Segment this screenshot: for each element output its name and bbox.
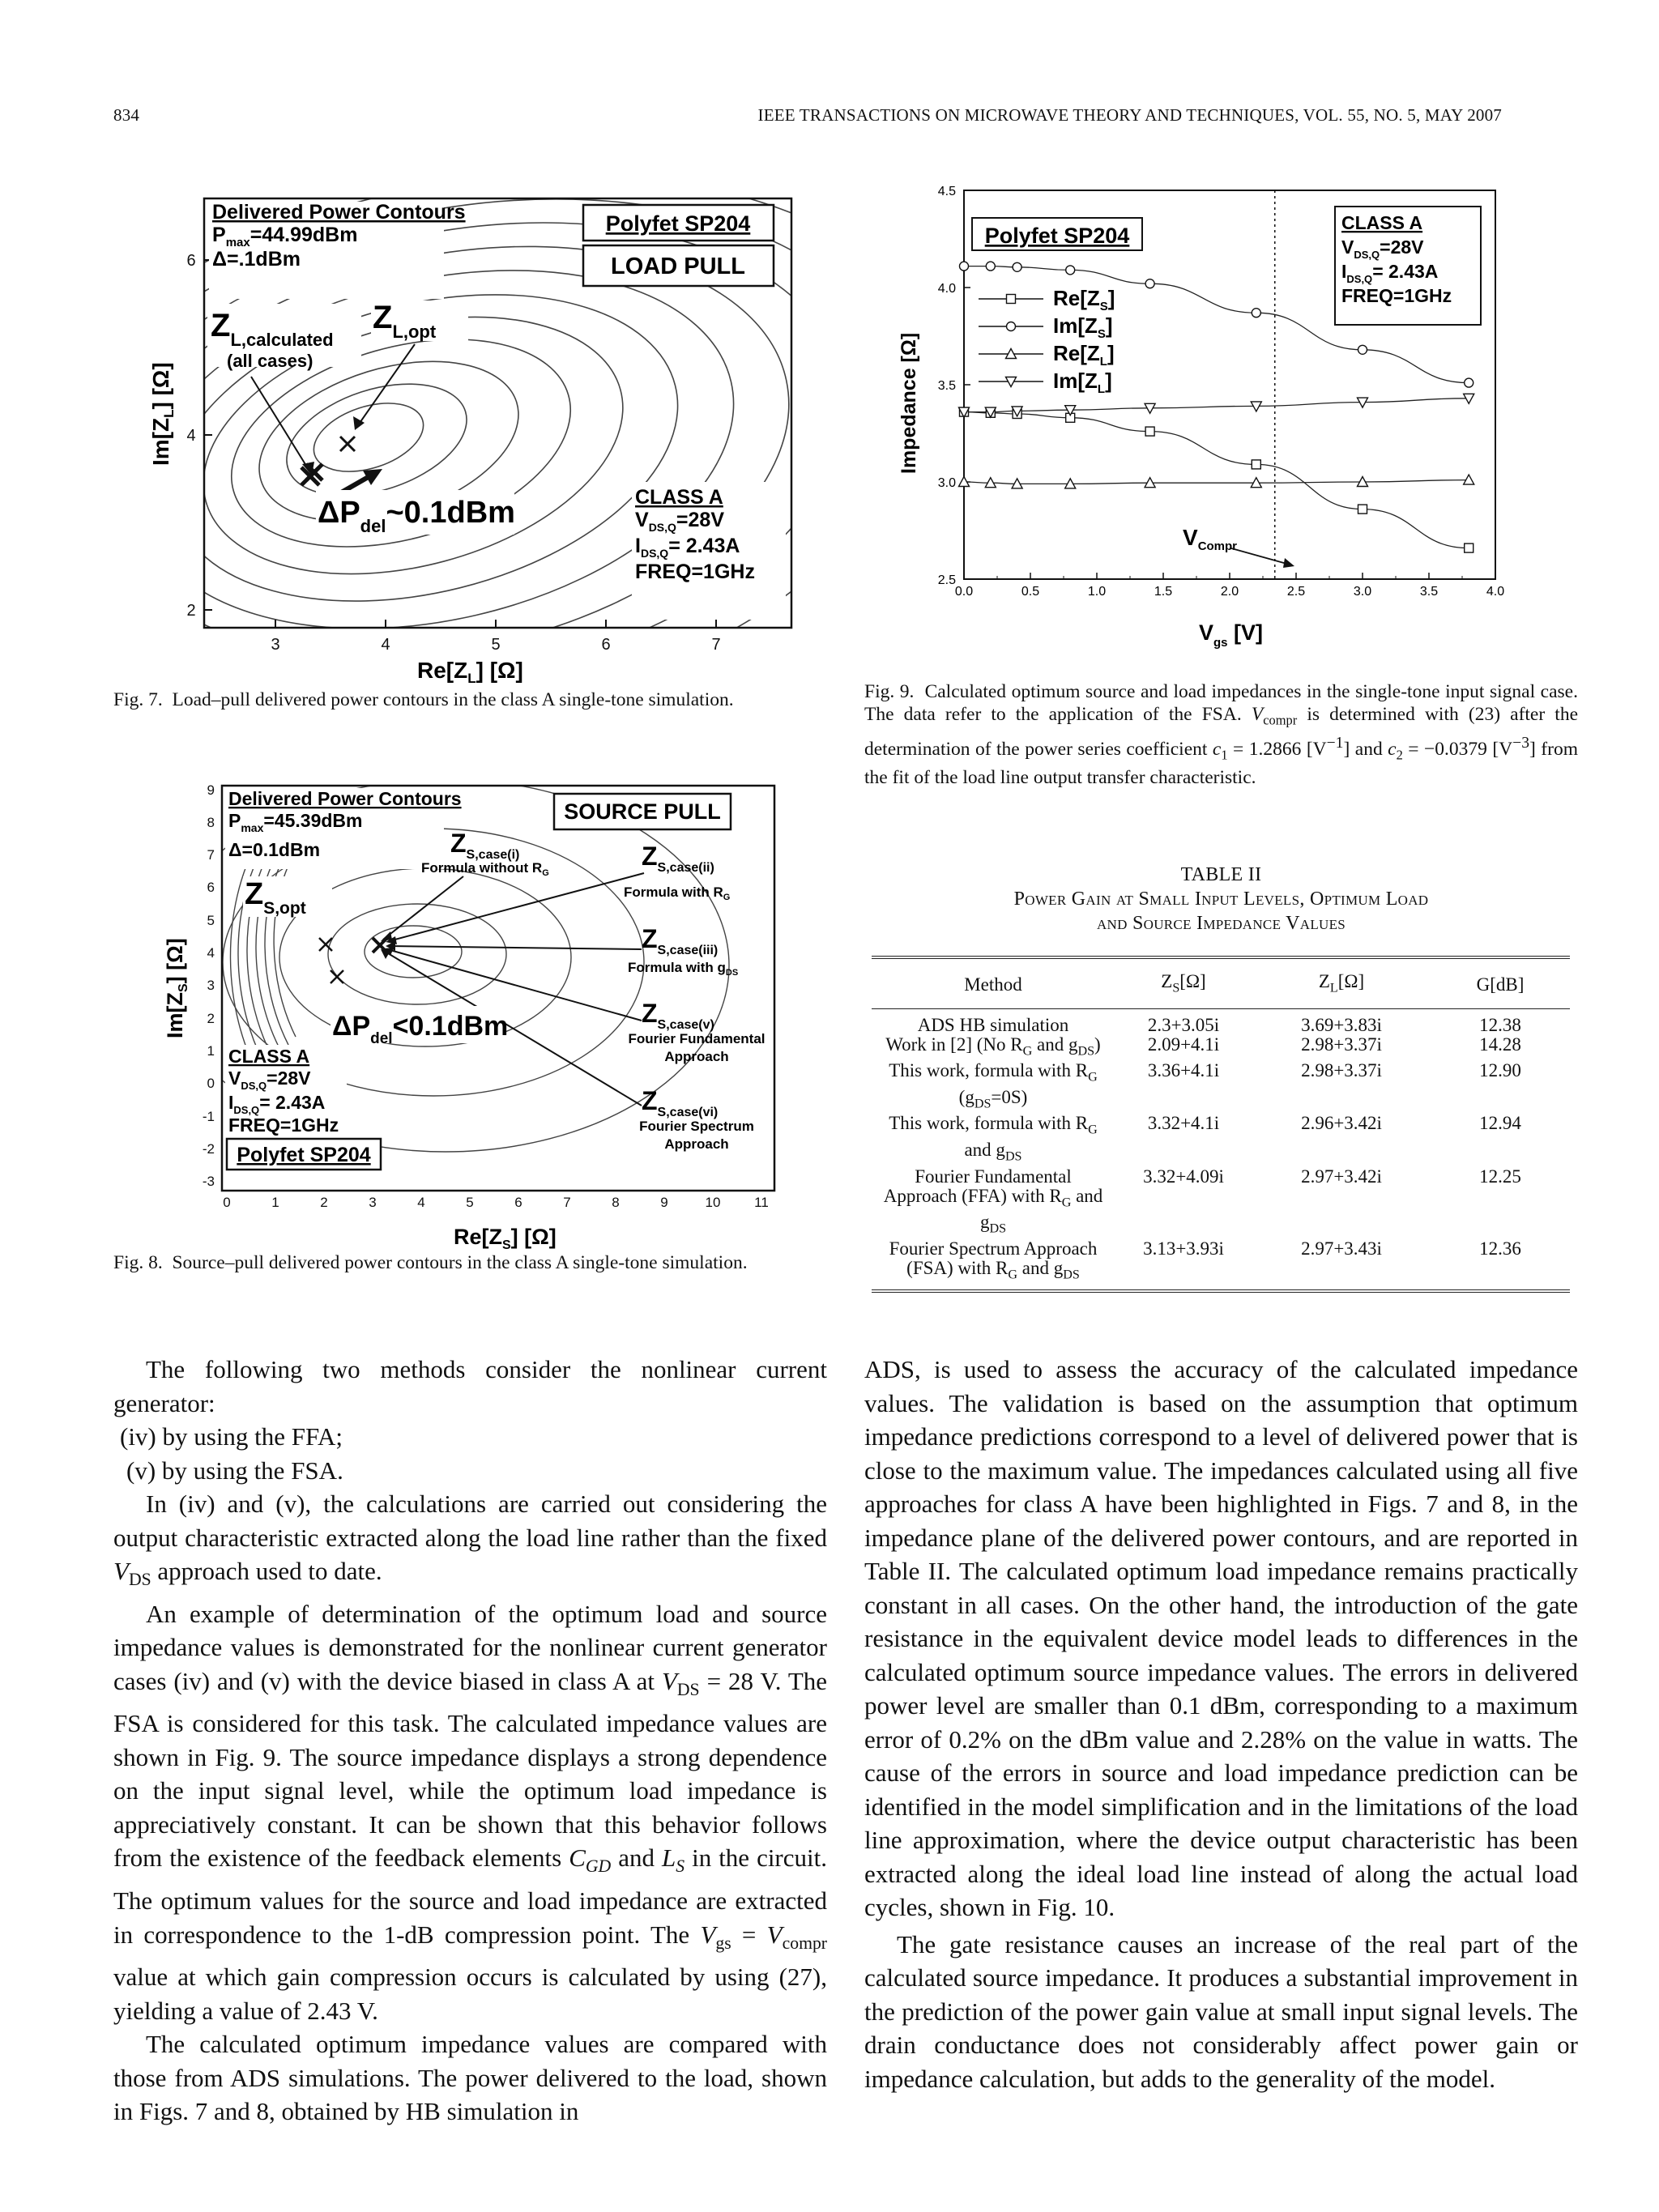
fig7-zl-calc: $Z_{L,calculated}$	[211, 308, 334, 350]
fig8-case-ii: $Z_{S,case(ii)}$	[642, 842, 714, 875]
body-right-column	[864, 1353, 1578, 2095]
fig8-xtick: 5	[466, 1195, 474, 1210]
fig8-ytick: 4	[207, 945, 215, 961]
fig9-ytick: 3.0	[937, 476, 956, 490]
table-row: This work, formula with $R_G$ $(g_{DS}=0S)$ 3.36+4.1i 2.98+3.37i 12.90	[889, 1060, 1521, 1111]
fig7-ids: $I_{DS,Q}= 2.43A$	[635, 535, 740, 560]
fig9-data-point	[1358, 505, 1367, 514]
fig8-ytick: -1	[202, 1109, 215, 1124]
figure-7	[146, 182, 802, 684]
table-2-title	[864, 863, 1578, 936]
fig9-xtick: 3.5	[1419, 585, 1439, 599]
fig9-data-point	[1145, 279, 1154, 288]
fig9-freq: FREQ=1GHz	[1341, 285, 1452, 306]
fig8-xtick: 6	[514, 1195, 522, 1210]
fig9-ytick: 4.5	[937, 185, 956, 198]
fig8-case-i: $Z_{S,case(i)}$	[450, 829, 520, 862]
fig9-series-line	[964, 399, 1469, 412]
fig8-pmax: $P_{max}=45.39dBm$	[228, 810, 363, 834]
fig7-vds: $V_{DS,Q}=28V$	[635, 509, 725, 534]
paragraph: In (iv) and (v), the calculations are carried out considering the output characteristic extracted along the load line rather than the fixed $V_{DS}$ approach used to date.	[113, 1490, 827, 1590]
fig9-legend-label: $Im[Z_S]$	[1053, 313, 1113, 341]
fig9-caption: Fig. 9. Calculated optimum source and load impedances in the single-tone input signal case. The data refer to the application of the FSA. $V_{compr}$ is determined with (23) after the determination of the power series coefficient $c_1 = 1.2866$ $[V^{-1}]$ and $c_2 = -0.0379$ $[V^{-3}]$ from the fit of the load line output transfer characteristic.	[864, 681, 1579, 789]
fig9-ylabel: Impedance [Ω]	[898, 332, 920, 474]
fig8-xtick: 2	[320, 1195, 328, 1210]
fig8-case-vi-note1: Fourier Spectrum	[639, 1119, 754, 1134]
fig9-ytick: 3.5	[937, 379, 956, 393]
fig7-xlabel: $Re[Z_L]$ [Ω]	[417, 658, 523, 684]
fig9-data-point	[1252, 460, 1260, 469]
fig8-ylabel: $Im[Z_S]$ [Ω]	[163, 938, 190, 1038]
paragraph: The calculated optimum impedance values are compared with those from ADS simulations. The power delivered to the load, shown in Figs. 7 and 8, obtained by HB simulation in	[113, 2030, 827, 2126]
fig8-ytick: 0	[207, 1076, 215, 1091]
fig8-ytick: 5	[207, 913, 215, 928]
fig9-ytick: 4.0	[937, 282, 956, 296]
fig9-vds: $V_{DS,Q}=28V$	[1341, 237, 1424, 261]
fig9-data-point	[1465, 543, 1473, 552]
col-zs: $Z_S[\Omega]$	[1115, 961, 1252, 1008]
fig8-zs-opt: $Z_{S,opt}$	[245, 877, 306, 918]
list-item: (iv) by using the FFA;	[120, 1422, 343, 1451]
figure-9	[891, 182, 1555, 656]
fig9-data-point	[1066, 266, 1075, 275]
fig7-ytick: 2	[186, 602, 196, 620]
fig8-title: Delivered Power Contours	[228, 788, 462, 809]
fig8-ytick: 9	[207, 782, 215, 798]
fig8-xtick: 0	[223, 1195, 231, 1210]
paragraph: An example of determination of the optimum load and source impedance values is demonstrated for the nonlinear current generator cases (iv) and (v) with the device biased in class A at $V_{DS} = 28$ V. The FSA is considered for this task. The calculated impedance values are shown in Fig. 9. The source impedance displays a strong dependence on the input signal level, while the optimum load impedance is appreciatively constant. It can be shown that this behavior follows from the existence of the feedback elements $C_{GD}$ and $L_S$ in the circuit. The optimum values for the source and load impedance are extracted in correspondence to the 1-dB compression point. The $V_{gs} = V_{compr}$ value at which gain compression occurs is calculated by using (27), yielding a value of 2.43 V.	[113, 1599, 828, 2025]
fig7-ytick: 6	[186, 252, 196, 270]
fig7-mode: LOAD PULL	[611, 254, 745, 279]
fig9-xtick: 0.0	[954, 585, 974, 599]
table-row: This work, formula with $R_G$ and $g_{DS}$ 3.32+4.1i 2.96+3.42i 12.94	[889, 1113, 1521, 1164]
fig8-xlabel: $Re[Z_S]$ [Ω]	[454, 1225, 557, 1252]
paragraph: ADS, is used to assess the accuracy of the calculated impedance values. The validation is based on the assumption that optimum impedance predictions correspond to a level of delivered power that is close to the maximum value. The impedances calculated using all five approaches for class A have been highlighted in Figs. 7 and 8, in the impedance plane of the delivered power contours, and are reported in Table II. The calculated optimum load impedance remains practically constant in all cases. On the other hand, the introduction of the gate resistance in the equivalent device model leads to differences in the calculated optimum source impedance values. The errors in delivered power level are smaller than 0.1 dBm, corresponding to a maximum error of 0.2% on the dBm value and 2.28% on the value in watts. The cause of the errors in source and load impedance prediction can be identified in the model simplification and in the limitations of the load line approximation, where the device output characteristic has been extracted along the ideal load line instead of along the actual load cycles, shown in Fig. 10.	[864, 1355, 1578, 1921]
fig7-marker-opt	[340, 437, 355, 451]
fig8-ytick: 1	[207, 1043, 215, 1059]
fig7-class: CLASS A	[635, 486, 723, 509]
fig9-xtick: 2.0	[1220, 585, 1239, 599]
fig8-xtick: 10	[705, 1195, 721, 1210]
fig8-delta: Δ=0.1dBm	[228, 839, 321, 860]
fig7-caption: Fig. 7. Load–pull delivered power contours in the class A single-tone simulation.	[113, 689, 734, 710]
fig9-legend-marker	[1007, 295, 1016, 304]
fig8-class: CLASS A	[228, 1046, 310, 1067]
fig7-xtick: 6	[601, 636, 611, 654]
body-left-column	[113, 1353, 827, 2129]
fig9-ytick: 2.5	[937, 573, 956, 587]
fig7-marker-calc	[301, 464, 322, 485]
col-method: Method	[872, 961, 1115, 1008]
fig8-ytick: -2	[202, 1141, 215, 1157]
fig9-title: Polyfet SP204	[984, 224, 1130, 248]
fig8-mode: SOURCE PULL	[564, 799, 721, 824]
fig9-vcompr-label: $V_{Compr}$	[1183, 525, 1238, 553]
fig8-ytick: 3	[207, 978, 215, 993]
fig8-case-iii: $Z_{S,case(iii)}$	[642, 924, 719, 957]
fig7-xtick: 3	[271, 636, 280, 654]
fig7-arrow-opt	[358, 344, 415, 425]
fig8-xtick: 1	[271, 1195, 279, 1210]
fig8-caption: Fig. 8. Source–pull delivered power contours in the class A single-tone simulation.	[113, 1252, 748, 1273]
fig7-ylabel: $Im[Z_L]$ [Ω]	[148, 362, 177, 466]
fig8-freq: FREQ=1GHz	[228, 1115, 339, 1136]
fig8-ytick: 7	[207, 847, 215, 863]
fig8-xtick: 4	[417, 1195, 425, 1210]
fig8-delta-p: $\Delta P_{del}<0.1dBm$	[332, 1011, 509, 1047]
fig9-data-point	[1252, 309, 1260, 318]
fig8-case-v-note1: Fourier Fundamental	[628, 1031, 766, 1046]
fig8-case-v: $Z_{S,case(v)}$	[642, 999, 714, 1032]
fig9-series-line	[964, 480, 1469, 484]
fig7-pmax: $P_{max}=44.99dBm$	[212, 224, 358, 249]
fig8-case-ii-note: Formula with $R_G$	[624, 884, 731, 902]
fig9-xtick: 1.5	[1154, 585, 1173, 599]
fig9-data-point	[960, 262, 969, 271]
table-2	[872, 956, 1570, 1293]
fig9-data-point	[1465, 378, 1473, 387]
table-2-title-line2: and Source Impedance Values	[1096, 913, 1346, 934]
table-2-label: TABLE II	[1180, 864, 1262, 885]
fig9-xtick: 0.5	[1021, 585, 1040, 599]
fig9-legend-label: $Im[Z_L]$	[1053, 369, 1112, 396]
fig8-xtick: 9	[660, 1195, 668, 1210]
fig7-ytick: 4	[186, 427, 196, 445]
fig8-xtick: 11	[754, 1195, 769, 1210]
fig8-xtick: 8	[612, 1195, 620, 1210]
fig8-arrows	[383, 873, 644, 1106]
fig8-case-vi: $Z_{S,case(vi)}$	[642, 1086, 719, 1119]
fig9-legend-marker	[1007, 322, 1016, 331]
fig9-data-point	[1013, 262, 1021, 271]
fig8-ids: $I_{DS,Q}= 2.43A$	[228, 1092, 326, 1116]
col-zl: $Z_L[\Omega]$	[1252, 961, 1431, 1008]
fig7-freq: FREQ=1GHz	[635, 560, 755, 583]
fig9-xtick: 1.0	[1087, 585, 1107, 599]
fig7-xtick: 4	[381, 636, 390, 654]
figure-8	[146, 778, 794, 1255]
fig9-data-point	[1358, 345, 1367, 354]
fig9-xlabel: $V_{gs}$ [V]	[1199, 620, 1264, 650]
fig7-zl-opt: $Z_{L,opt}$	[373, 300, 437, 342]
fig9-xtick: 3.0	[1353, 585, 1372, 599]
fig7-title: Delivered Power Contours	[212, 201, 466, 224]
fig9-legend-label: $Re[Z_S]$	[1053, 286, 1115, 313]
paragraph: The following two methods consider the nonlinear current generator:	[113, 1355, 827, 1417]
fig8-case-vi-note2: Approach	[664, 1136, 729, 1152]
fig8-xtick: 3	[369, 1195, 377, 1210]
fig8-xtick: 7	[563, 1195, 571, 1210]
fig9-data-point	[1145, 427, 1154, 436]
fig8-plot	[146, 778, 794, 1255]
fig7-xtick: 7	[711, 636, 721, 654]
fig7-delta: Δ=.1dBm	[212, 248, 301, 271]
fig8-ytick: 8	[207, 815, 215, 830]
table-row: Work in [2] (No $R_G$ and $g_{DS}$) 2.09+4.1i 2.98+3.37i 14.28	[885, 1034, 1521, 1059]
fig7-plot	[146, 182, 802, 684]
list-item: (v) by using the FSA.	[126, 1455, 343, 1485]
table-header-row	[872, 961, 1570, 1008]
fig8-case-iii-note: Formula with $g_{DS}$	[628, 960, 739, 978]
fig7-zl-calc-note: (all cases)	[227, 351, 313, 371]
fig8-vds: $V_{DS,Q}=28V$	[228, 1068, 311, 1092]
table-row: ADS HB simulation 2.3+3.05i 3.69+3.83i 12.38	[917, 1014, 1521, 1035]
running-header: IEEE TRANSACTIONS ON MICROWAVE THEORY AND TECHNIQUES, VOL. 55, NO. 5, MAY 2007	[757, 105, 1502, 125]
fig7-device: Polyfet SP204	[605, 211, 751, 236]
fig8-ytick: 6	[207, 880, 215, 895]
table-2-title-line1: Power Gain at Small Input Levels, Optimum Load	[1013, 889, 1429, 910]
fig9-legend	[972, 283, 1134, 397]
fig9-legend-label: $Re[Z_L]$	[1053, 341, 1115, 369]
fig8-case-i-note: Formula without $R_G$	[421, 860, 549, 878]
page-number: 834	[113, 105, 140, 125]
fig8-ytick: 2	[207, 1011, 215, 1026]
fig9-data-point	[986, 262, 995, 271]
fig9-chart	[891, 182, 1555, 656]
fig9-ids: $I_{DS,Q}= 2.43A$	[1341, 261, 1439, 285]
fig8-device: Polyfet SP204	[237, 1144, 371, 1166]
table-row: Fourier Spectrum Approach (FSA) with $R_G$ and $g_{DS}$ 3.13+3.93i 2.97+3.43i 12.36	[889, 1238, 1521, 1282]
col-gain: G[dB]	[1431, 961, 1570, 1008]
fig8-case-v-note2: Approach	[664, 1049, 729, 1064]
table-row: Fourier Fundamental Approach (FFA) with $R_G$ and $g_{DS}$ 3.32+4.09i 2.97+3.42i 12.25	[883, 1166, 1521, 1236]
fig9-xtick: 4.0	[1486, 585, 1505, 599]
fig7-xtick: 5	[491, 636, 501, 654]
fig9-class: CLASS A	[1341, 212, 1423, 233]
paragraph: The gate resistance causes an increase of the real part of the calculated source impedance. It produces a substantial improvement in the prediction of the power gain value at small input signal levels. The drain conductance does not considerably affect power gain or impedance calculation, but adds to the generality of the model.	[864, 1929, 1578, 2093]
fig9-xtick: 2.5	[1286, 585, 1306, 599]
fig7-delta-p: $\Delta P_{del}\sim 0.1dBm$	[318, 496, 515, 536]
fig9-series-line	[964, 412, 1469, 548]
fig8-ytick: -3	[202, 1174, 215, 1189]
